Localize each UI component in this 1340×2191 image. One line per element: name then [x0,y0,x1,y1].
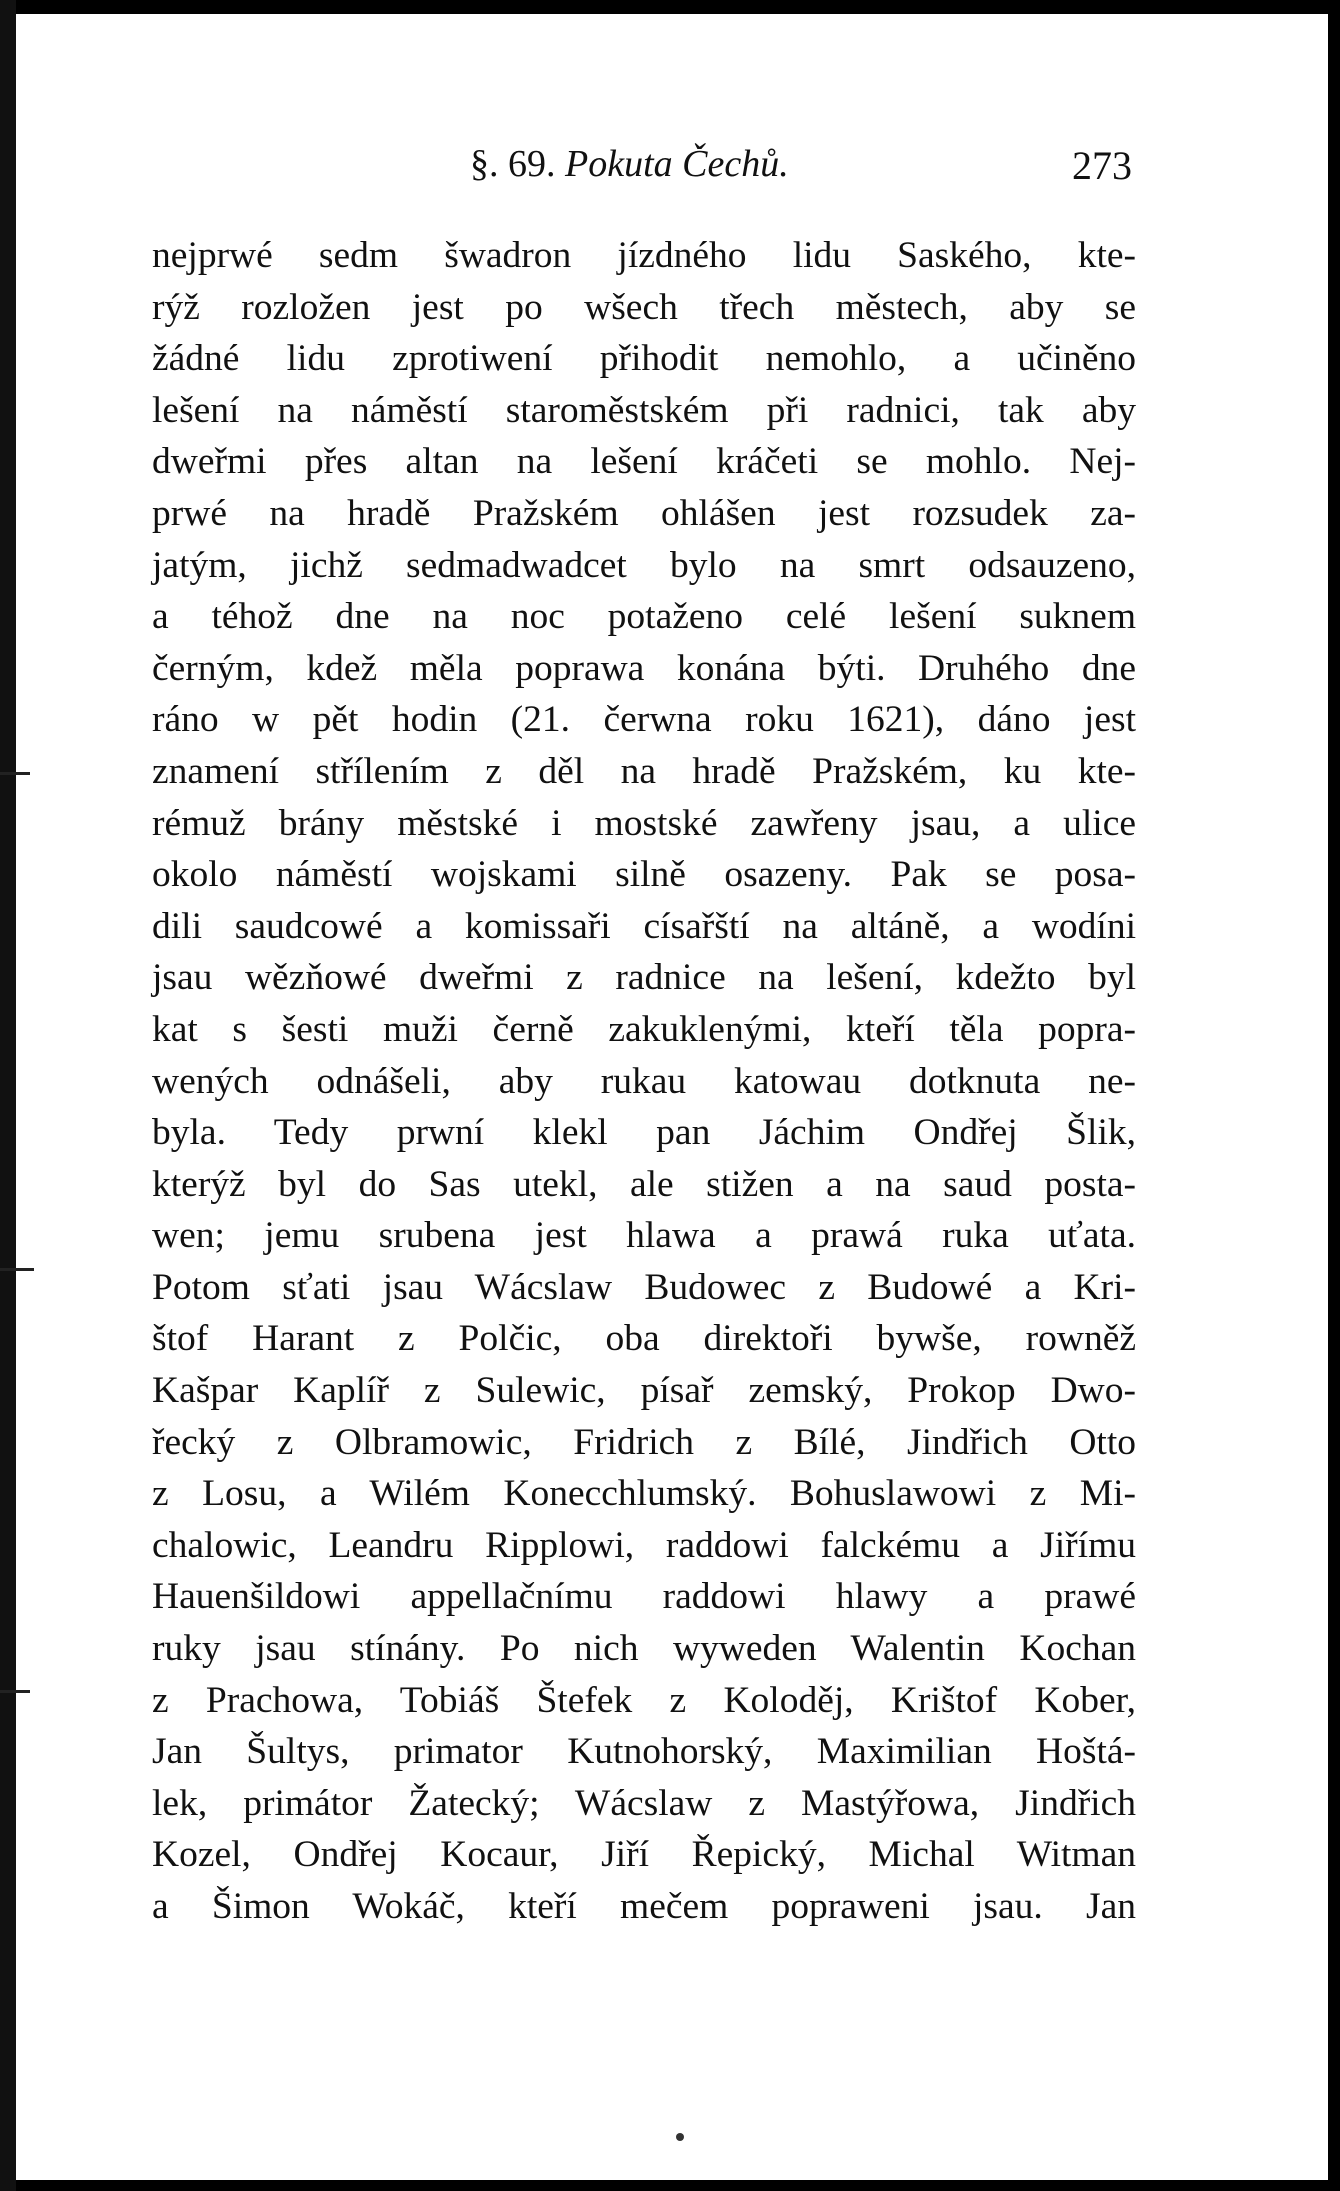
text-line: štof Harant z Polčic, oba direktoři bywše, rowněž [152,1318,1136,1360]
text-line: ruky jsau stínány. Po nich wyweden Walentin Kochan [152,1628,1136,1670]
body-text [152,230,1136,1933]
text-line: Jan Šultys, primator Kutnohorský, Maximilian Hoštá- [152,1731,1136,1773]
page-header [0,142,1340,198]
text-line: prwé na hradě Pražském ohlášen jest rozsudek za- [152,492,1136,534]
text-line: jsau wězňowé dweřmi z radnice na lešení, kdežto byl [152,957,1136,999]
text-line: kterýž byl do Sas utekl, ale stižen a na saud posta- [152,1163,1136,1205]
text-line: kat s šesti muži černě zakuklenými, kteří těla popra- [152,1008,1136,1050]
margin-mark [0,772,30,775]
text-line: dweřmi přes altan na lešení kráčeti se mohlo. Nej- [152,441,1136,483]
text-line: Hauenšildowi appellačnímu raddowi hlawy a prawé [152,1576,1136,1618]
text-line: byla. Tedy prwní klekl pan Jáchim Ondřej Šlik, [152,1112,1136,1154]
text-line: z Prachowa, Tobiáš Štefek z Koloděj, Krištof Kober, [152,1679,1136,1721]
text-line: rýž rozložen jest po wšech třech městech, aby se [152,286,1136,328]
text-line: a Šimon Wokáč, kteří mečem popraweni jsau. Jan [152,1886,1136,1927]
text-line: Kašpar Kaplíř z Sulewic, písař zemský, Prokop Dwo- [152,1370,1136,1412]
text-line: wen; jemu srubena jest hlawa a prawá ruka uťata. [152,1215,1136,1257]
running-head [470,142,789,186]
text-line: wených odnášeli, aby rukau katowau dotknuta ne- [152,1060,1136,1102]
margin-mark [0,1690,30,1693]
margin-mark [0,1268,34,1271]
text-line: dili saudcowé a komissaři císařští na altáně, a wodíni [152,905,1136,947]
text-line: z Losu, a Wilém Konecchlumský. Bohuslawowi z Mi- [152,1473,1136,1515]
text-line: lešení na náměstí staroměstském při radnici, tak aby [152,389,1136,431]
text-line: ráno w pět hodin (21. čerwna roku 1621), dáno jest [152,699,1136,741]
binding-edge [0,0,16,2191]
text-line: řecký z Olbramowic, Fridrich z Bílé, Jindřich Otto [152,1421,1136,1463]
text-line: nejprwé sedm šwadron jízdného lidu Saského, kte- [152,235,1136,276]
text-line: lek, primátor Žatecký; Wácslaw z Mastýřowa, Jindřich [152,1782,1136,1824]
chapter-title: Pokuta Čechů. [565,143,789,185]
text-line: rémuž brány městské i mostské zawřeny jsau, a ulice [152,802,1136,844]
text-line: jatým, jichž sedmadwadcet bylo na smrt odsauzeno, [152,544,1136,586]
text-line: žádné lidu zprotiwení přihodit nemohlo, a učiněno [152,338,1136,380]
text-line: Kozel, Ondřej Kocaur, Jiří Řepický, Michal Witman [152,1834,1136,1876]
ink-dot [676,2133,684,2141]
text-line: okolo náměstí wojskami silně osazeny. Pak se posa- [152,854,1136,896]
text-line: znamení střílením z děl na hradě Pražském, ku kte- [152,750,1136,792]
page-number: 273 [1072,143,1132,188]
text-line: Potom sťati jsau Wácslaw Budowec z Budowé a Kri- [152,1266,1136,1308]
text-line: a téhož dne na noc potaženo celé lešení suknem [152,596,1136,638]
section-number: §. 69. [470,143,556,185]
text-line: černým, kdež měla poprawa konána býti. Druhého dne [152,647,1136,689]
text-line: chalowic, Leandru Ripplowi, raddowi falckému a Jiřímu [152,1524,1136,1566]
